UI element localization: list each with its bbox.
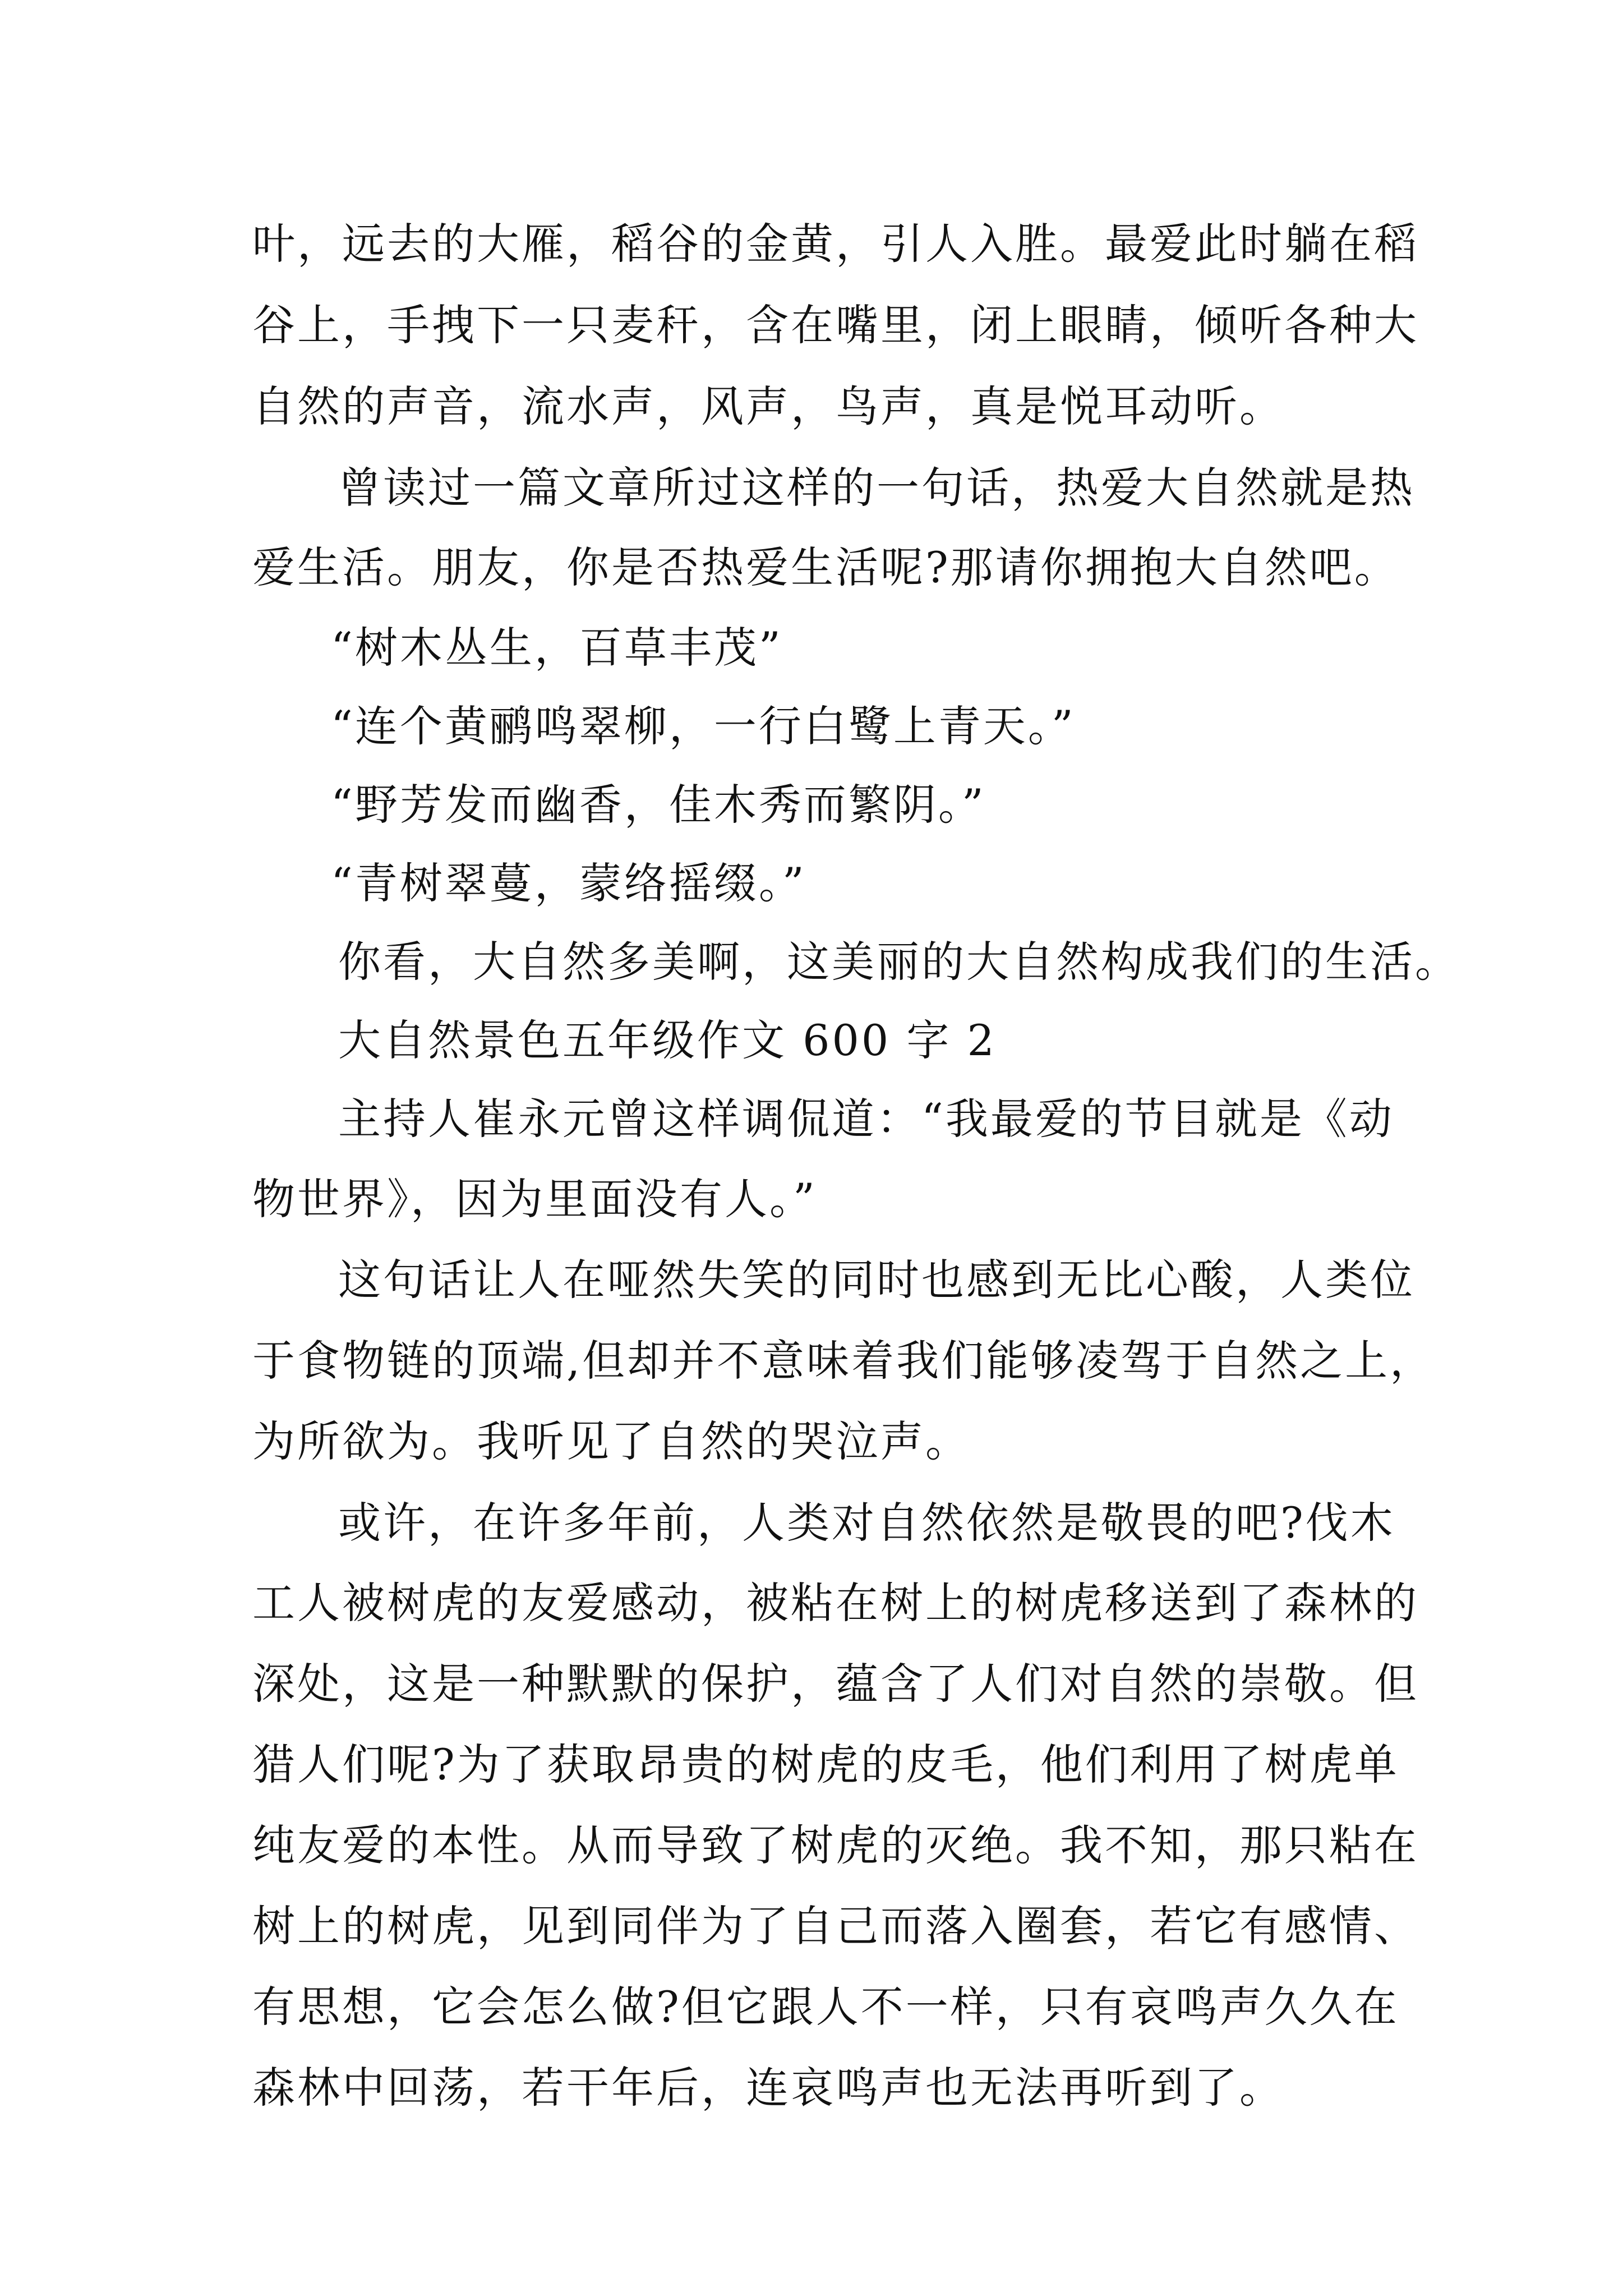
text-line: 猎人们呢?为了获取昂贵的树虎的皮毛，他们利用了树虎单 — [252, 1740, 1399, 1789]
text-line: 为所欲为。我听见了自然的哭泣声。 — [252, 1416, 970, 1466]
text-line: 物世界》，因为里面没有人。” — [252, 1174, 817, 1224]
text-line: 纯友爱的本性。从而导致了树虎的灭绝。我不知，那只粘在 — [252, 1820, 1419, 1870]
text-line: “连个黄鹂鸣翠柳，一行白鹭上青天。” — [331, 701, 1076, 751]
text-line: 树上的树虎，见到同伴为了自己而落入圈套，若它有感情、 — [252, 1901, 1419, 1951]
section-heading: 大自然景色五年级作文 600 字 2 — [338, 1015, 997, 1065]
text-line: 深处，这是一种默默的保护，蕴含了人们对自然的崇敬。但 — [252, 1659, 1419, 1709]
text-line: “青树翠蔓，蒙络摇缀。” — [331, 858, 806, 908]
text-line: “野芳发而幽香，佳木秀而繁阴。” — [331, 780, 986, 830]
text-line: 或许，在许多年前，人类对自然依然是敬畏的吧?伐木 — [338, 1498, 1395, 1548]
text-line: 工人被树虎的友爱感动，被粘在树上的树虎移送到了森林的 — [252, 1578, 1419, 1628]
text-line: 曾读过一篇文章所过这样的一句话，热爱大自然就是热 — [338, 463, 1415, 513]
text-line: 谷上，手拽下一只麦秆，含在嘴里，闭上眼睛，倾听各种大 — [252, 300, 1419, 350]
text-line: 爱生活。朋友，你是否热爱生活呢?那请你拥抱大自然吧。 — [252, 542, 1399, 592]
text-line: 主持人崔永元曾这样调侃道：“我最爱的节目就是《动 — [338, 1094, 1394, 1144]
text-line: “树木丛生，百草丰茂” — [331, 623, 783, 673]
text-line: 你看，大自然多美啊，这美丽的大自然构成我们的生活。 — [338, 937, 1460, 987]
text-line: 这句话让人在哑然失笑的同时也感到无比心酸，人类位 — [338, 1255, 1415, 1305]
text-line: 自然的声音，流水声，风声，鸟声，真是悦耳动听。 — [252, 381, 1284, 431]
text-line: 有思想，它会怎么做?但它跟人不一样，只有哀鸣声久久在 — [252, 1982, 1399, 2032]
text-line: 于食物链的顶端,但却并不意味着我们能够凌驾于自然之上， — [252, 1336, 1435, 1386]
text-line: 森林中回荡，若干年后，连哀鸣声也无法再听到了。 — [252, 2063, 1284, 2113]
text-line: 叶，远去的大雁，稻谷的金黄，引人入胜。最爱此时躺在稻 — [252, 219, 1419, 269]
